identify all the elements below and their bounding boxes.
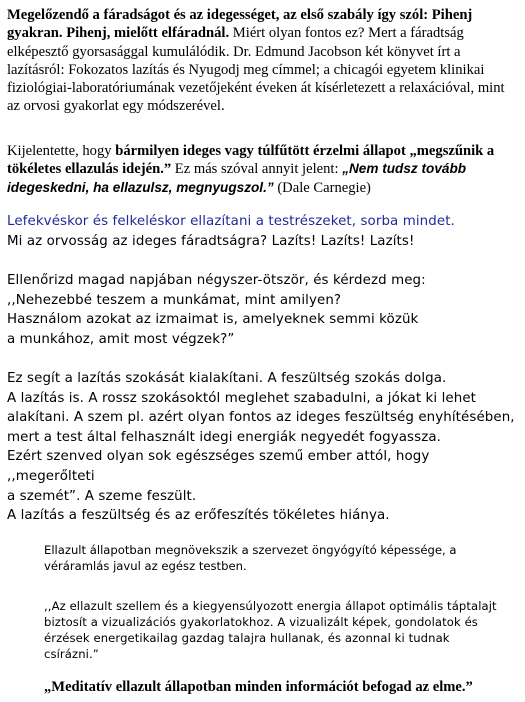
habit-line-7: A lazítás a feszültség és az erőfeszítés tökéletes hiánya. (7, 508, 390, 524)
healing-paragraph (44, 542, 484, 574)
check-line-2: ,,Nehezebbé teszem a munkámat, mint amilyen? (7, 292, 342, 308)
habit-paragraph (7, 369, 519, 526)
relax-blue-line: Lefekvéskor és felkeléskor ellazítani a testrészeket, sorba mindet. (7, 214, 455, 229)
check-line-3: Használom azokat az izmaimat is, amelyeknek semmi közük (7, 312, 419, 328)
jacobson-bold-text: bármilyen ideges vagy túlfűtött érzelmi állapot „megszűnik a tökéletes ellazulás idején.” (7, 143, 495, 178)
intro-paragraph (7, 6, 519, 116)
relax-question-line: Mi az orvosság az ideges fáradtságra? Lazíts! Lazíts! Lazíts! (7, 233, 415, 249)
visualization-paragraph (44, 598, 499, 662)
visualization-text: ,,Az ellazult szellem és a kiegyensúlyozott energia állapot optimális táptalajt biztosít a vizualizációs gyakorlatokhoz. A vizualizált képek, gondolatok és érzések energetikailag gazdag talajra hullanak, és azonnal ki tudnak csírázni.” (44, 599, 497, 661)
habit-line-4: mert a test által felhasznált idegi energiák negyedét fogyassza. (7, 429, 441, 445)
jacobson-paragraph (7, 142, 519, 197)
check-line-4: a munkához, amit most végzek?” (7, 331, 235, 347)
check-paragraph (7, 271, 519, 349)
habit-line-1: Ez segít a lazítás szokását kialakítani. A feszültség szokás dolga. (7, 371, 447, 386)
carnegie-quote: „Nem tudsz tovább idegeskedni, ha ellazulsz, megnyugszol.” (7, 161, 467, 195)
meditation-paragraph (44, 678, 514, 696)
habit-line-3: alakítani. A szem pl. azért olyan fontos az ideges feszültség enyhítésében, (7, 410, 515, 426)
check-line-1: Ellenőrizd magad napjában négyszer-ötször, és kérdezd meg: (7, 273, 426, 288)
jacobson-intro-text: Kijelentette, hogy (7, 143, 116, 159)
habit-line-6: a szemét”. A szeme feszült. (7, 488, 197, 504)
habit-line-2: A lazítás is. A rossz szokásoktól meglehet szabadulni, a jókat ki lehet (7, 390, 477, 406)
intro-rest-text: Miért olyan fontos ez? Mert a fáradtság elképesztő gyorsasággal kumulálódik. Dr. Edmund Jacobson két könyvet írt a lazításról: Fokozatos lazítás és Nyugodj meg címmel; a chicagói egyetem klinikai fiziológiai-laboratóriumának vezetőjeként éveken át kísérletezett a relaxációval, mint az orvosi gyakorlat egy módszerével. (7, 25, 505, 115)
healing-text: Ellazult állapotban megnövekszik a szervezet öngyógyító képessége, a véráramlás javul az egész testben. (44, 543, 457, 573)
carnegie-attribution: (Dale Carnegie) (273, 179, 371, 196)
habit-line-5: Ezért szenved olyan sok egészséges szemű ember attól, hogy ,,megerőlteti (7, 449, 430, 484)
jacobson-mid-text: Ez más szóval annyit jelent: (171, 161, 343, 178)
relax-paragraph (7, 212, 519, 251)
intro-bold-text: Megelőzendő a fáradságot és az idegességet, az első szabály így szól: Pihenj gyakran. Pihenj, mielőtt elfáradnál. (7, 7, 473, 42)
meditation-text: „Meditatív ellazult állapotban minden információt befogad az elme.” (44, 679, 473, 695)
